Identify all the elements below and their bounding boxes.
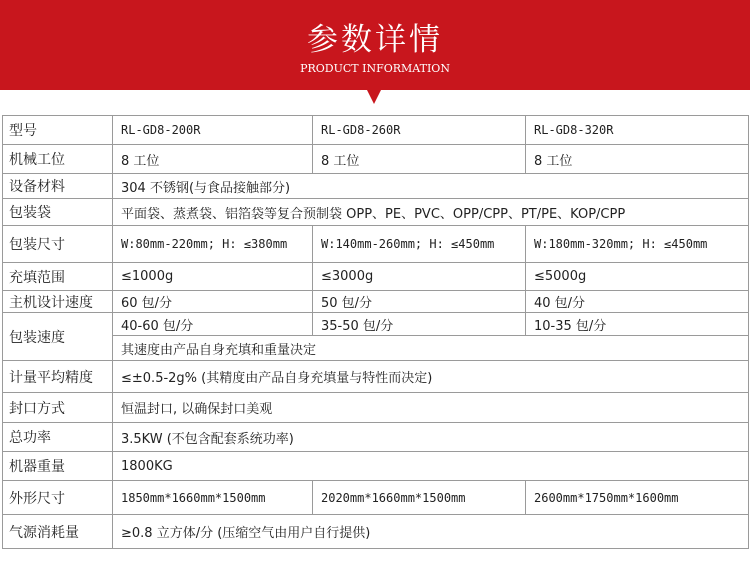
page-title: 参数详情 xyxy=(307,22,443,58)
cell: 2600mm*1750mm*1600mm xyxy=(526,481,749,515)
row-label: 机器重量 xyxy=(3,452,113,481)
cell: 8 工位 xyxy=(526,145,749,174)
cell: 8 工位 xyxy=(113,145,313,174)
table-row xyxy=(3,336,749,361)
cell: 2020mm*1660mm*1500mm xyxy=(313,481,526,515)
row-label: 包装尺寸 xyxy=(3,226,113,263)
cell: 10-35 包/分 xyxy=(526,313,749,336)
cell: 平面袋、蒸煮袋、铝箔袋等复合预制袋 OPP、PE、PVC、OPP/CPP、PT/PE、KOP/CPP xyxy=(113,199,749,226)
table-row xyxy=(3,174,749,199)
cell: W:140mm-260mm; H: ≤450mm xyxy=(313,226,526,263)
cell: 60 包/分 xyxy=(113,291,313,313)
row-label: 气源消耗量 xyxy=(3,515,113,549)
table-row xyxy=(3,313,749,336)
cell: RL-GD8-200R xyxy=(113,116,313,145)
row-label: 总功率 xyxy=(3,423,113,452)
cell: ≤±0.5-2g% (其精度由产品自身充填量与特性而决定) xyxy=(113,361,749,393)
row-label: 封口方式 xyxy=(3,393,113,423)
table-row xyxy=(3,361,749,393)
table-row xyxy=(3,199,749,226)
cell: RL-GD8-260R xyxy=(313,116,526,145)
cell: ≤3000g xyxy=(313,263,526,291)
row-label: 外形尺寸 xyxy=(3,481,113,515)
table-row xyxy=(3,226,749,263)
cell: W:180mm-320mm; H: ≤450mm xyxy=(526,226,749,263)
table-row xyxy=(3,452,749,481)
row-label: 型号 xyxy=(3,116,113,145)
cell: W:80mm-220mm; H: ≤380mm xyxy=(113,226,313,263)
header-banner xyxy=(0,0,750,90)
table-row xyxy=(3,423,749,452)
table-row xyxy=(3,291,749,313)
row-label: 机械工位 xyxy=(3,145,113,174)
row-label: 包装速度 xyxy=(3,313,113,361)
table-row xyxy=(3,481,749,515)
cell: 恒温封口, 以确保封口美观 xyxy=(113,393,749,423)
cell: 其速度由产品自身充填和重量决定 xyxy=(113,336,749,361)
cell: 40 包/分 xyxy=(526,291,749,313)
table-row xyxy=(3,145,749,174)
cell: 304 不锈钢(与食品接触部分) xyxy=(113,174,749,199)
table-row xyxy=(3,393,749,423)
page-subtitle: PRODUCT INFORMATION xyxy=(300,62,450,75)
cell: 35-50 包/分 xyxy=(313,313,526,336)
cell: 8 工位 xyxy=(313,145,526,174)
cell: RL-GD8-320R xyxy=(526,116,749,145)
cell: 1850mm*1660mm*1500mm xyxy=(113,481,313,515)
cell: ≤5000g xyxy=(526,263,749,291)
row-label: 计量平均精度 xyxy=(3,361,113,393)
row-label: 包装袋 xyxy=(3,199,113,226)
cell: ≥0.8 立方体/分 (压缩空气由用户自行提供) xyxy=(113,515,749,549)
banner-pointer xyxy=(367,90,381,104)
cell: 40-60 包/分 xyxy=(113,313,313,336)
table-row xyxy=(3,116,749,145)
table-row xyxy=(3,263,749,291)
table-row xyxy=(3,515,749,549)
row-label: 主机设计速度 xyxy=(3,291,113,313)
cell: ≤1000g xyxy=(113,263,313,291)
spec-table xyxy=(2,115,749,549)
cell: 3.5KW (不包含配套系统功率) xyxy=(113,423,749,452)
cell: 1800KG xyxy=(113,452,749,481)
row-label: 设备材料 xyxy=(3,174,113,199)
cell: 50 包/分 xyxy=(313,291,526,313)
row-label: 充填范围 xyxy=(3,263,113,291)
